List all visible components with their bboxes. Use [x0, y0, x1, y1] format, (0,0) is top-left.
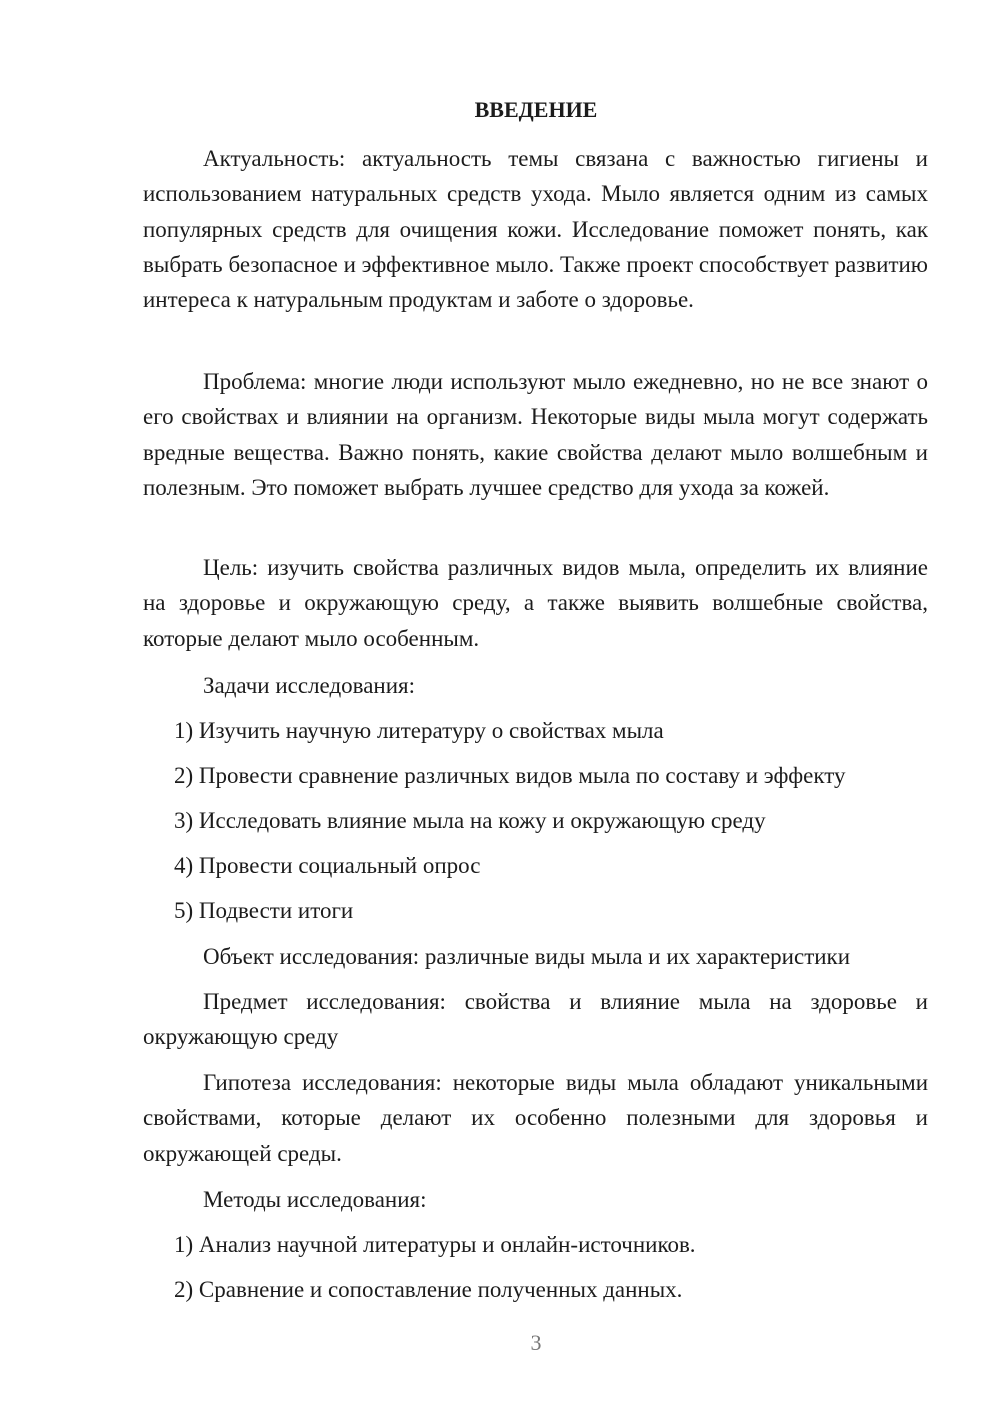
task-item-4: 4) Провести социальный опрос: [174, 853, 481, 878]
method-item-1: 1) Анализ научной литературы и онлайн-источников.: [174, 1232, 696, 1257]
page-number: 3: [530, 1330, 542, 1355]
subject-paragraph: Предмет исследования: свойства и влияние мыла на здоровье и окружающую среду: [143, 989, 928, 1050]
task-item-2: 2) Провести сравнение различных видов мыла по составу и эффекту: [174, 763, 846, 788]
task-item-1: 1) Изучить научную литературу о свойствах мыла: [174, 718, 664, 743]
object-line: Объект исследования: различные виды мыла и их характеристики: [203, 944, 851, 969]
task-item-3: 3) Исследовать влияние мыла на кожу и окружающую среду: [174, 808, 766, 833]
section-title: ВВЕДЕНИЕ: [474, 97, 598, 122]
methods-heading: Методы исследования:: [203, 1187, 427, 1212]
tasks-heading: Задачи исследования:: [203, 673, 416, 698]
method-item-2: 2) Сравнение и сопоставление полученных данных.: [174, 1277, 683, 1302]
goal-paragraph: Цель: изучить свойства различных видов мыла, определить их влияние на здоровье и окружающую среду, а также выявить волшебные свойства, которые делают мыло особенным.: [143, 555, 928, 651]
relevance-paragraph: Актуальность: актуальность темы связана с важностью гигиены и использованием натуральных средств ухода. Мыло является одним из самых популярных средств для очищения кожи. Исследование поможет понять, как выбрать безопасное и эффективное мыло. Также проект способствует развитию интереса к натуральным продуктам и заботе о здоровье.: [143, 146, 928, 313]
problem-paragraph: Проблема: многие люди используют мыло ежедневно, но не все знают о его свойствах и влиянии на организм. Некоторые виды мыла могут содержать вредные вещества. Важно понять, какие свойства делают мыло волшебным и полезным. Это поможет выбрать лучшее средство для ухода за кожей.: [143, 369, 928, 500]
task-item-5: 5) Подвести итоги: [174, 898, 354, 923]
hypothesis-paragraph: Гипотеза исследования: некоторые виды мыла обладают уникальными свойствами, которые делают их особенно полезными для здоровья и окружающей среды.: [143, 1070, 928, 1166]
